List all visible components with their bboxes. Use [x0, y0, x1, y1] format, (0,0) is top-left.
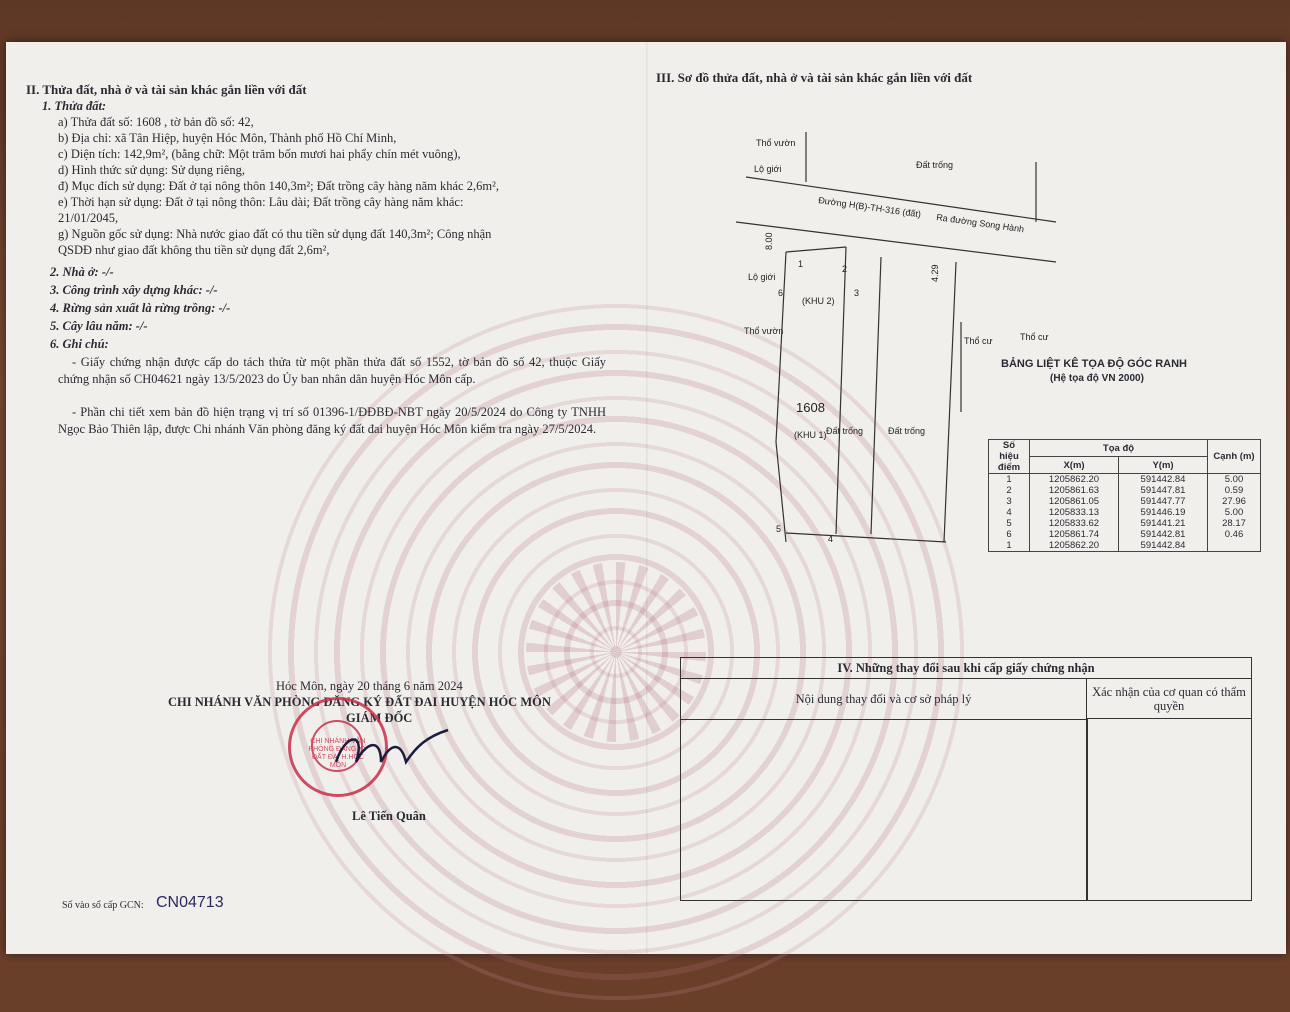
note-2: - Phần chi tiết xem bản đồ hiện trạng vị trí số 01396-1/ĐĐBĐ-NBT ngày 20/5/2024 do Công ty TNHH Ngọc Bảo Thiên lập, được Chi nhánh Văn phòng đăng ký đất đai huyện Hóc Môn kiểm tra ngày 27/5/2024. — [58, 405, 606, 436]
map-label: Đường H(B)-TH-316 (đất) — [817, 195, 922, 220]
note-1: - Giấy chứng nhận được cấp do tách thửa từ một phần thửa đất số 1552, tờ bản đồ số 42, thuộc Giấy chứng nhận số CH04621 ngày 13/5/2023 do Ủy ban nhân dân huyện Hóc Môn cấp. — [58, 355, 606, 386]
director-title: GIÁM ĐỐC — [346, 711, 413, 725]
table-row: 3 1205861.05 591447.77 27.96 — [989, 496, 1261, 507]
land-line: 21/01/2045, — [58, 211, 119, 225]
table-row: 1 1205862.20 591442.84 — [989, 540, 1261, 552]
point-label: 3 — [854, 288, 860, 298]
item-perennial: 5. Cây lâu năm: -/- — [50, 319, 148, 333]
table-row: 4 1205833.13 591446.19 5.00 — [989, 507, 1261, 518]
item-construction: 3. Công trình xây dựng khác: -/- — [50, 283, 218, 297]
point-label: 1 — [798, 259, 804, 269]
table-row: 2 1205861.63 591447.81 0.59 — [989, 485, 1261, 496]
map-label: Thổ cư — [964, 336, 993, 346]
map-label: (KHU 2) — [802, 296, 835, 306]
table-row: 6 1205861.74 591442.81 0.46 — [989, 529, 1261, 540]
sign-date: Hóc Môn, ngày 20 tháng 6 năm 2024 — [276, 679, 463, 693]
map-label: 4.29 — [930, 264, 940, 282]
map-label: Đất trống — [888, 426, 926, 436]
table-header: Tọa độ — [1030, 440, 1208, 457]
point-label: 5 — [776, 524, 782, 534]
map-label: Ra đường Song Hành — [935, 212, 1025, 235]
land-line: a) Thửa đất số: 1608 , tờ bản đồ số: 42, — [58, 115, 254, 129]
map-label: Đất trống — [916, 160, 954, 170]
table-header: X(m) — [1030, 457, 1119, 474]
land-line: d) Hình thức sử dụng: Sử dụng riêng, — [58, 163, 245, 177]
land-line: e) Thời hạn sử dụng: Đất ở tại nông thôn: Lâu dài; Đất trồng cây hàng năm khác: — [58, 195, 464, 209]
changes-col-content: Nội dung thay đổi và cơ sở pháp lý — [681, 679, 1087, 720]
point-label: 2 — [842, 264, 848, 274]
changes-table — [680, 657, 1252, 901]
certificate-page — [6, 42, 1286, 954]
land-line: QSDĐ như giao đất không thu tiền sử dụng đất 2,6m², — [58, 243, 330, 257]
signature — [326, 722, 456, 782]
point-label: 4 — [828, 534, 834, 544]
table-subtitle: (Hệ tọa độ VN 2000) — [1050, 373, 1144, 384]
table-row: 5 1205833.62 591441.21 28.17 — [989, 518, 1261, 529]
table-header: Cạnh (m) — [1208, 440, 1261, 474]
map-label: (KHU 1) — [794, 430, 827, 440]
land-line: c) Diện tích: 142,9m², (bằng chữ: Một trăm bốn mươi hai phẩy chín mét vuông), — [58, 147, 461, 161]
section-ii-title: II. Thửa đất, nhà ở và tài sản khác gắn liền với đất — [26, 82, 307, 97]
changes-divider — [1086, 719, 1088, 900]
map-label: Thổ vườn — [744, 326, 784, 336]
land-line: đ) Mục đích sử dụng: Đất ở tại nông thôn 140,3m²; Đất trồng cây hàng năm khác 2,6m², — [58, 179, 499, 193]
table-header: Y(m) — [1119, 457, 1208, 474]
map-label: Đất trống — [826, 426, 864, 436]
item-house: 2. Nhà ở: -/- — [50, 265, 114, 279]
signer-name: Lê Tiến Quân — [352, 809, 426, 823]
table-row: 1 1205862.20 591442.84 5.00 — [989, 474, 1261, 486]
map-label: Lộ giới — [748, 272, 776, 282]
map-label: 8.00 — [764, 232, 774, 250]
page-fold — [646, 42, 648, 954]
official-red-stamp: CHI NHÁNH VĂN PHÒNG ĐĂNG KÝ ĐẤT ĐAI H.HÓC MÔN — [288, 697, 388, 797]
land-line: g) Nguồn gốc sử dụng: Nhà nước giao đất có thu tiền sử dụng đất 140,3m²; Công nhận — [58, 227, 492, 241]
land-title: 1. Thửa đất: — [42, 99, 107, 113]
map-label: Lộ giới — [754, 164, 782, 174]
map-label: Thổ cư — [1020, 332, 1049, 342]
drum-star-watermark — [526, 562, 706, 742]
map-label: Thổ vườn — [756, 138, 796, 148]
serial-label: Số vào sổ cấp GCN: — [62, 900, 144, 911]
section-iii-title: III. Sơ đồ thửa đất, nhà ở và tài sản khác gắn liền với đất — [656, 70, 973, 85]
changes-col-confirm: Xác nhận của cơ quan có thẩm quyền — [1087, 679, 1251, 719]
coordinate-table — [988, 439, 1261, 552]
serial-value: CN04713 — [156, 894, 224, 911]
item-notes: 6. Ghi chú: — [50, 337, 109, 351]
table-header: Số hiệu điểm — [989, 440, 1030, 474]
table-title: BẢNG LIỆT KÊ TỌA ĐỘ GÓC RANH — [1001, 358, 1187, 370]
point-label: 6 — [778, 288, 784, 298]
changes-title: IV. Những thay đổi sau khi cấp giấy chứng nhận — [681, 658, 1251, 679]
land-line: b) Địa chỉ: xã Tân Hiệp, huyện Hóc Môn, Thành phố Hồ Chí Minh, — [58, 131, 397, 145]
parcel-number: 1608 — [796, 400, 825, 415]
office-name: CHI NHÁNH VĂN PHÒNG ĐĂNG KÝ ĐẤT ĐAI HUYỆN HÓC MÔN — [168, 695, 551, 709]
item-forest: 4. Rừng sản xuất là rừng trồng: -/- — [50, 301, 231, 315]
